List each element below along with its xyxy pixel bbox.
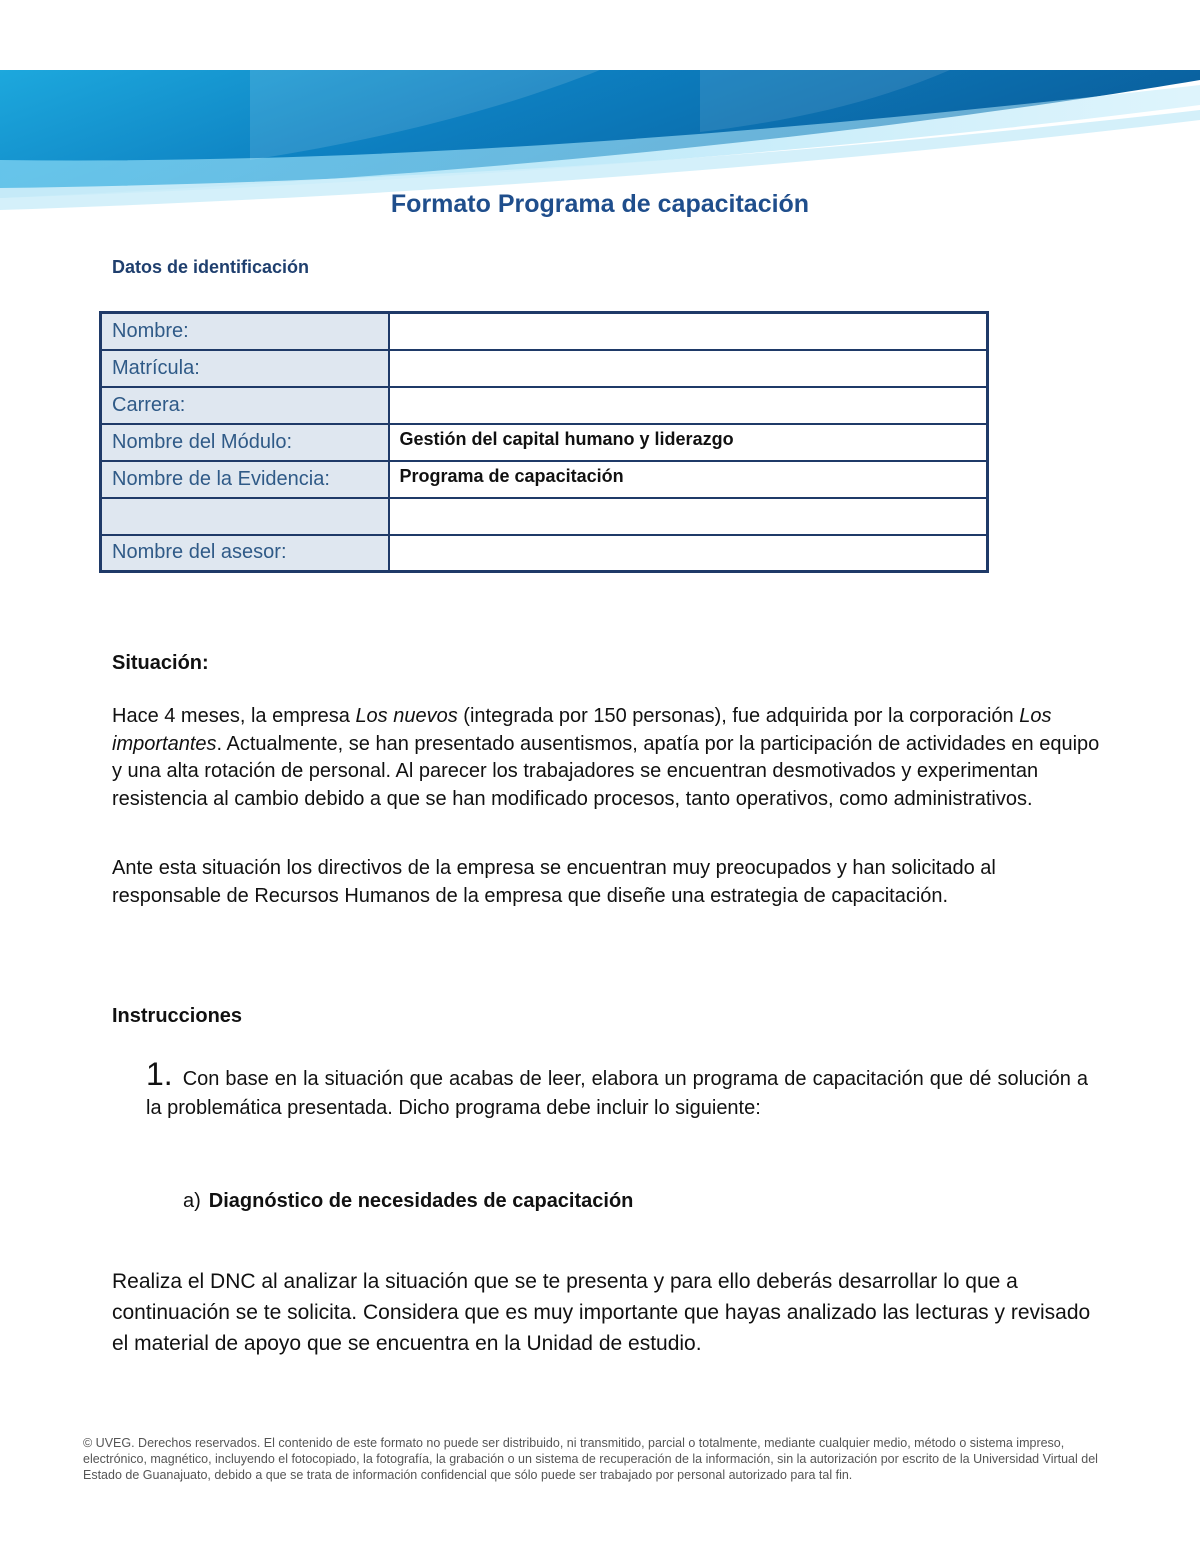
sub-item-letter: a) — [183, 1190, 201, 1212]
id-number-label: Matrícula: — [101, 350, 389, 387]
table-row — [101, 350, 988, 387]
table-row — [101, 461, 988, 498]
name-label: Nombre: — [101, 313, 389, 350]
company-name: Los nuevos — [355, 705, 458, 727]
table-row — [101, 535, 988, 572]
instruction-text: Con base en la situación que acabas de leer, elabora un programa de capacitación que dé solución a la problemática presentada. Dicho programa debe incluir lo siguiente: — [146, 1068, 1088, 1119]
advisor-field[interactable] — [389, 535, 988, 572]
evidence-name-value[interactable]: Programa de capacitación — [389, 461, 988, 498]
situation-paragraph-2: Ante esta situación los directivos de la empresa se encuentran muy preocupados y han solicitado al responsable de Recursos Humanos de la empresa que diseñe una estrategia de capacitación. — [112, 857, 996, 907]
id-number-field[interactable] — [389, 350, 988, 387]
identification-table — [99, 311, 989, 573]
corporation-name: Los importantes — [112, 705, 1052, 755]
blank-label — [101, 498, 389, 535]
situation-text: . Actualmente, se han presentado ausentismos, apatía por la participación de actividades en equipo y una alta rotación de personal. Al parecer los trabajadores se encuentran desmotivados y experimentan resistencia al cambio debido a que se han modificado procesos, tanto operativos, como administrativos. — [112, 732, 1100, 810]
sub-item-title: Diagnóstico de necesidades de capacitación — [208, 1190, 634, 1212]
module-name-value[interactable]: Gestión del capital humano y liderazgo — [389, 424, 988, 461]
name-field[interactable] — [389, 313, 988, 350]
situation-text: (integrada por 150 personas), fue adquirida por la corporación — [457, 705, 1020, 727]
career-field[interactable] — [389, 387, 988, 424]
identification-heading: Datos de identificación — [112, 257, 310, 277]
advisor-label: Nombre del asesor: — [101, 535, 389, 572]
instructions-heading: Instrucciones — [112, 1005, 243, 1027]
table-row — [101, 387, 988, 424]
dnc-paragraph: Realiza el DNC al analizar la situación que se te presenta y para ello deberás desarrollar lo que a continuación se te solicita. Considera que es muy importante que hayas analizado las lecturas y revisado el material de apoyo que se encuentra en la Unidad de estudio. — [112, 1270, 1091, 1355]
sub-item — [183, 1190, 633, 1213]
table-row — [101, 424, 988, 461]
document-title: Formato Programa de capacitación — [390, 190, 810, 218]
career-label: Carrera: — [101, 387, 389, 424]
table-row — [101, 498, 988, 535]
situation-text: Hace 4 meses, la empresa — [112, 705, 356, 727]
instruction-item — [146, 1056, 1088, 1122]
module-name-label: Nombre del Módulo: — [101, 424, 389, 461]
copyright-footer: © UVEG. Derechos reservados. El contenido de este formato no puede ser distribuido, ni transmitido, parcial o totalmente, mediante cualquier medio, método o sistema impreso, electrónico, magnético, incluyendo el fotocopiado, la fotografía, la grabación o un sistema de recuperación de la información, sin la autorización por escrito de la Universidad Virtual del Estado de Guanajuato, debido a que se trata de información confidencial que sólo puede ser trabajado por personal autorizado para tal fin. — [83, 1436, 1098, 1482]
table-row — [101, 313, 988, 350]
instruction-number: 1. — [146, 1056, 173, 1092]
evidence-name-label: Nombre de la Evidencia: — [101, 461, 389, 498]
blank-field[interactable] — [389, 498, 988, 535]
situation-heading: Situación: — [112, 652, 209, 674]
situation-paragraph-1 — [112, 703, 1102, 813]
